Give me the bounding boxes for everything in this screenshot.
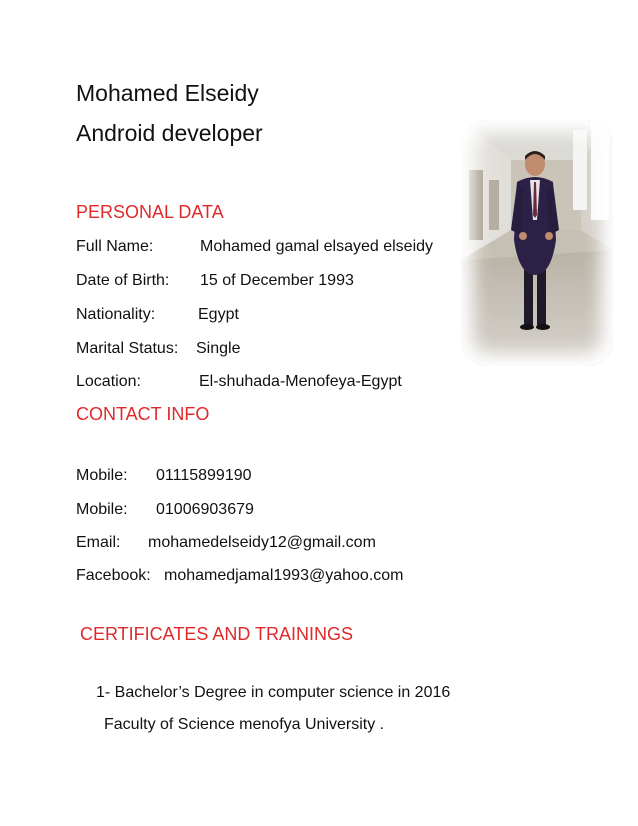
location-value: El-shuhada-Menofeya-Egypt — [199, 373, 402, 390]
facebook-value[interactable]: mohamedjamal1993@yahoo.com — [164, 567, 404, 584]
email-value[interactable]: mohamedelseidy12@gmail.com — [148, 534, 376, 551]
contact-row-mobile-2 — [76, 501, 254, 519]
dob-label: Date of Birth: — [76, 272, 170, 289]
contact-row-email — [76, 534, 376, 552]
contact-row-mobile-1 — [76, 467, 252, 485]
candidate-name: Mohamed Elseidy — [76, 80, 259, 106]
personal-data-heading: PERSONAL DATA — [76, 202, 224, 222]
mobile-value: 01006903679 — [156, 501, 254, 518]
location-label: Location: — [76, 373, 141, 390]
dob-value: 15 of December 1993 — [200, 272, 354, 289]
full-name-value: Mohamed gamal elsayed elseidy — [200, 238, 434, 255]
profile-photo-icon — [461, 120, 613, 366]
full-name-label: Full Name: — [76, 238, 154, 255]
job-title: Android developer — [76, 120, 263, 146]
contact-info-heading: CONTACT INFO — [76, 404, 210, 424]
marital-status-label: Marital Status: — [76, 340, 179, 357]
personal-row-dob — [76, 272, 354, 290]
mobile-label: Mobile: — [76, 467, 128, 484]
certificate-line-degree: 1- Bachelor’s Degree in computer science in 2016 — [96, 684, 451, 701]
nationality-label: Nationality: — [76, 306, 156, 323]
personal-row-full-name — [76, 238, 433, 256]
facebook-label: Facebook: — [76, 567, 151, 584]
personal-row-nationality — [76, 306, 239, 324]
mobile-label: Mobile: — [76, 501, 128, 518]
nationality-value: Egypt — [198, 306, 239, 323]
certificate-line-faculty: Faculty of Science menofya University . — [104, 716, 385, 733]
personal-row-marital-status — [76, 340, 240, 358]
certificates-heading: CERTIFICATES AND TRAININGS — [80, 624, 354, 644]
email-label: Email: — [76, 534, 121, 551]
personal-row-location — [76, 373, 402, 391]
mobile-value: 01115899190 — [156, 467, 252, 484]
marital-status-value: Single — [196, 340, 241, 357]
profile-photo — [461, 120, 613, 366]
contact-row-facebook — [76, 567, 403, 585]
